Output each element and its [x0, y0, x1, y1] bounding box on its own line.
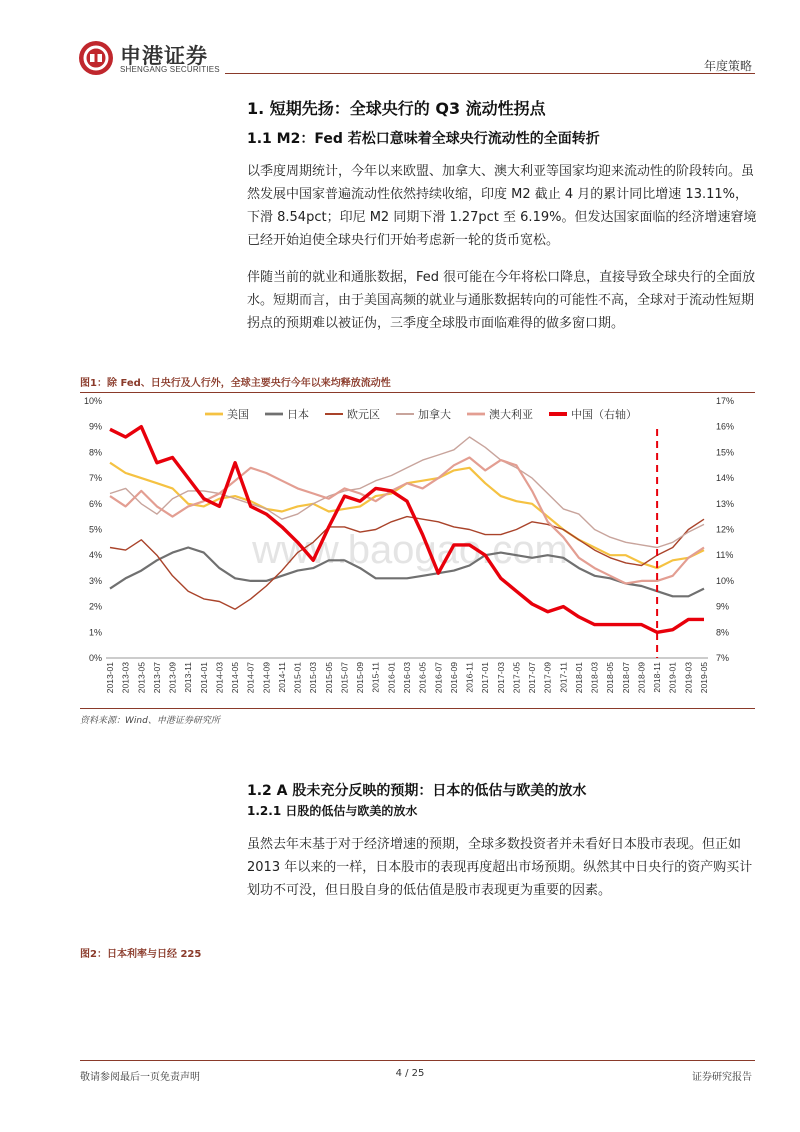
y-tick-label-left: 10% — [83, 396, 102, 406]
subsection-title: 1.1 M2：Fed 若松口意味着全球央行流动性的全面转折 — [247, 131, 600, 147]
y-tick-label-right: 10% — [716, 575, 735, 586]
x-tick-label: 2017-01 — [480, 662, 491, 694]
x-tick-label: 2018-01 — [573, 662, 584, 694]
y-tick-label-right: 15% — [716, 447, 735, 458]
y-tick-label-left: 1% — [88, 627, 102, 638]
y-tick-label-left: 9% — [88, 421, 102, 432]
y-tick-label-left: 3% — [88, 575, 102, 586]
x-tick-label: 2016-03 — [402, 662, 412, 694]
legend-label: 加拿大 — [418, 409, 451, 421]
y-tick-label-right: 16% — [716, 421, 735, 432]
y-tick-label-right: 14% — [716, 473, 735, 484]
x-tick-label: 2015-07 — [339, 662, 350, 694]
x-tick-label: 2019-03 — [683, 662, 694, 694]
footer-disclaimer: 敬请参阅最后一页免责声明 — [80, 1072, 200, 1083]
legend-label: 美国 — [227, 409, 249, 421]
x-tick-label: 2013-07 — [151, 662, 162, 694]
page-number: 4 / 25 — [395, 1068, 425, 1079]
x-tick-label: 2015-11 — [370, 662, 381, 693]
x-tick-label: 2014-09 — [261, 662, 272, 694]
x-tick-label: 2017-03 — [495, 662, 506, 694]
x-tick-label: 2014-03 — [214, 662, 225, 694]
company-name: 申港证券 — [120, 44, 208, 68]
line-chart — [80, 393, 755, 707]
x-tick-label: 2013-01 — [105, 662, 115, 694]
x-tick-label: 2016-05 — [417, 662, 428, 694]
x-tick-label: 2018-09 — [636, 662, 647, 694]
y-tick-label-right: 12% — [716, 524, 735, 535]
x-tick-label: 2015-01 — [292, 662, 303, 694]
y-tick-label-right: 13% — [716, 498, 735, 509]
y-tick-label-left: 5% — [88, 524, 102, 535]
x-tick-label: 2016-09 — [448, 662, 459, 694]
x-tick-label: 2016-07 — [433, 662, 444, 694]
y-tick-label-left: 7% — [88, 473, 102, 484]
y-tick-label-left: 0% — [88, 653, 102, 663]
subsection-title: 1.2 A 股未充分反映的预期：日本的低估与欧美的放水 — [247, 783, 587, 799]
x-tick-label: 2013-05 — [136, 662, 147, 694]
x-tick-label: 2017-09 — [542, 662, 553, 694]
y-tick-label-right: 11% — [716, 550, 734, 561]
x-tick-label: 2016-11 — [464, 662, 475, 693]
y-tick-label-left: 2% — [88, 601, 102, 612]
figure-divider — [80, 708, 755, 709]
subsection-title: 1.2.1 日股的低估与欧美的放水 — [247, 804, 418, 818]
x-tick-label: 2013-11 — [183, 662, 194, 693]
paragraph: 伴随当前的就业和通胀数据，Fed 很可能在今年将松口降息，直接导致全球央行的全面放水。短期而言，由于美国高频的就业与通胀数据转向的可能性不高，全球对于流动性短期拐点的预期难以被证伪，三季度全球股市面临难得的做多窗口期。 — [247, 270, 756, 331]
x-tick-label: 2017-07 — [527, 662, 538, 694]
x-tick-label: 2017-05 — [511, 662, 522, 694]
section-title: 1. 短期先扬：全球央行的 Q3 流动性拐点 — [247, 99, 546, 118]
company-name-en: SHENGANG SECURITIES — [120, 65, 220, 74]
header-divider — [225, 73, 755, 74]
y-tick-label-left: 4% — [88, 550, 102, 561]
figure-title: 图1：除 Fed、日央行及人行外，全球主要央行今年以来均释放流动性 — [80, 378, 391, 389]
x-tick-label: 2015-09 — [355, 662, 366, 694]
x-tick-label: 2015-03 — [308, 662, 319, 694]
x-tick-label: 2018-07 — [620, 662, 631, 694]
y-tick-label-right: 8% — [716, 627, 730, 638]
document-type: 年度策略 — [703, 59, 752, 73]
x-tick-label: 2019-01 — [667, 662, 678, 694]
x-tick-label: 2014-11 — [276, 662, 287, 693]
x-tick-label: 2014-07 — [245, 662, 256, 694]
watermark: www.baogao.com — [252, 528, 568, 572]
x-tick-label: 2014-05 — [230, 662, 241, 694]
x-tick-label: 2016-01 — [386, 662, 397, 694]
x-tick-label: 2017-11 — [558, 662, 569, 693]
paragraph: 虽然去年末基于对于经济增速的预期，全球多数投资者并未看好日本股市表现。但正如 2013 年以来的一样，日本股市的表现再度超出市场预期。纵然其中日央行的资产购买计划功不可没，但日股自身的低估值是股市表现更为重要的因素。 — [247, 837, 753, 898]
legend-label: 欧元区 — [347, 409, 380, 421]
logo-icon — [79, 41, 113, 75]
footer-report-type: 证券研究报告 — [692, 1072, 752, 1083]
x-tick-label: 2018-03 — [589, 662, 600, 694]
y-tick-label-left: 8% — [88, 447, 102, 458]
y-tick-label-right: 17% — [716, 396, 735, 406]
legend-label: 日本 — [287, 409, 309, 421]
figure-title: 图2：日本利率与日经 225 — [80, 949, 202, 960]
x-tick-label: 2013-03 — [120, 662, 131, 694]
x-tick-label: 2014-01 — [198, 662, 209, 694]
y-tick-label-right: 9% — [716, 601, 730, 612]
y-tick-label-right: 7% — [716, 653, 730, 663]
footer-divider — [80, 1060, 755, 1061]
figure-source: 资料来源：Wind、申港证券研究所 — [80, 716, 220, 726]
legend-label: 中国（右轴） — [571, 409, 637, 421]
y-tick-label-left: 6% — [88, 498, 102, 509]
legend-label: 澳大利亚 — [489, 409, 533, 421]
x-tick-label: 2018-11 — [652, 662, 663, 693]
x-tick-label: 2018-05 — [605, 662, 616, 694]
x-tick-label: 2019-05 — [699, 662, 709, 694]
x-tick-label: 2013-09 — [167, 662, 178, 694]
x-tick-label: 2015-05 — [323, 662, 334, 694]
paragraph: 以季度周期统计，今年以来欧盟、加拿大、澳大利亚等国家均迎来流动性的阶段转向。虽然发展中国家普遍流动性依然持续收缩，印度 M2 截止 4 月的累计同比增速 13.11%，下滑 8.54pct；印尼 M2 同期下滑 1.27pct 至 6.19%。但发达国家面临的经济增速窘境已经开始迫使全球央行们开始考虑新一轮的货币宽松。 — [247, 164, 757, 248]
